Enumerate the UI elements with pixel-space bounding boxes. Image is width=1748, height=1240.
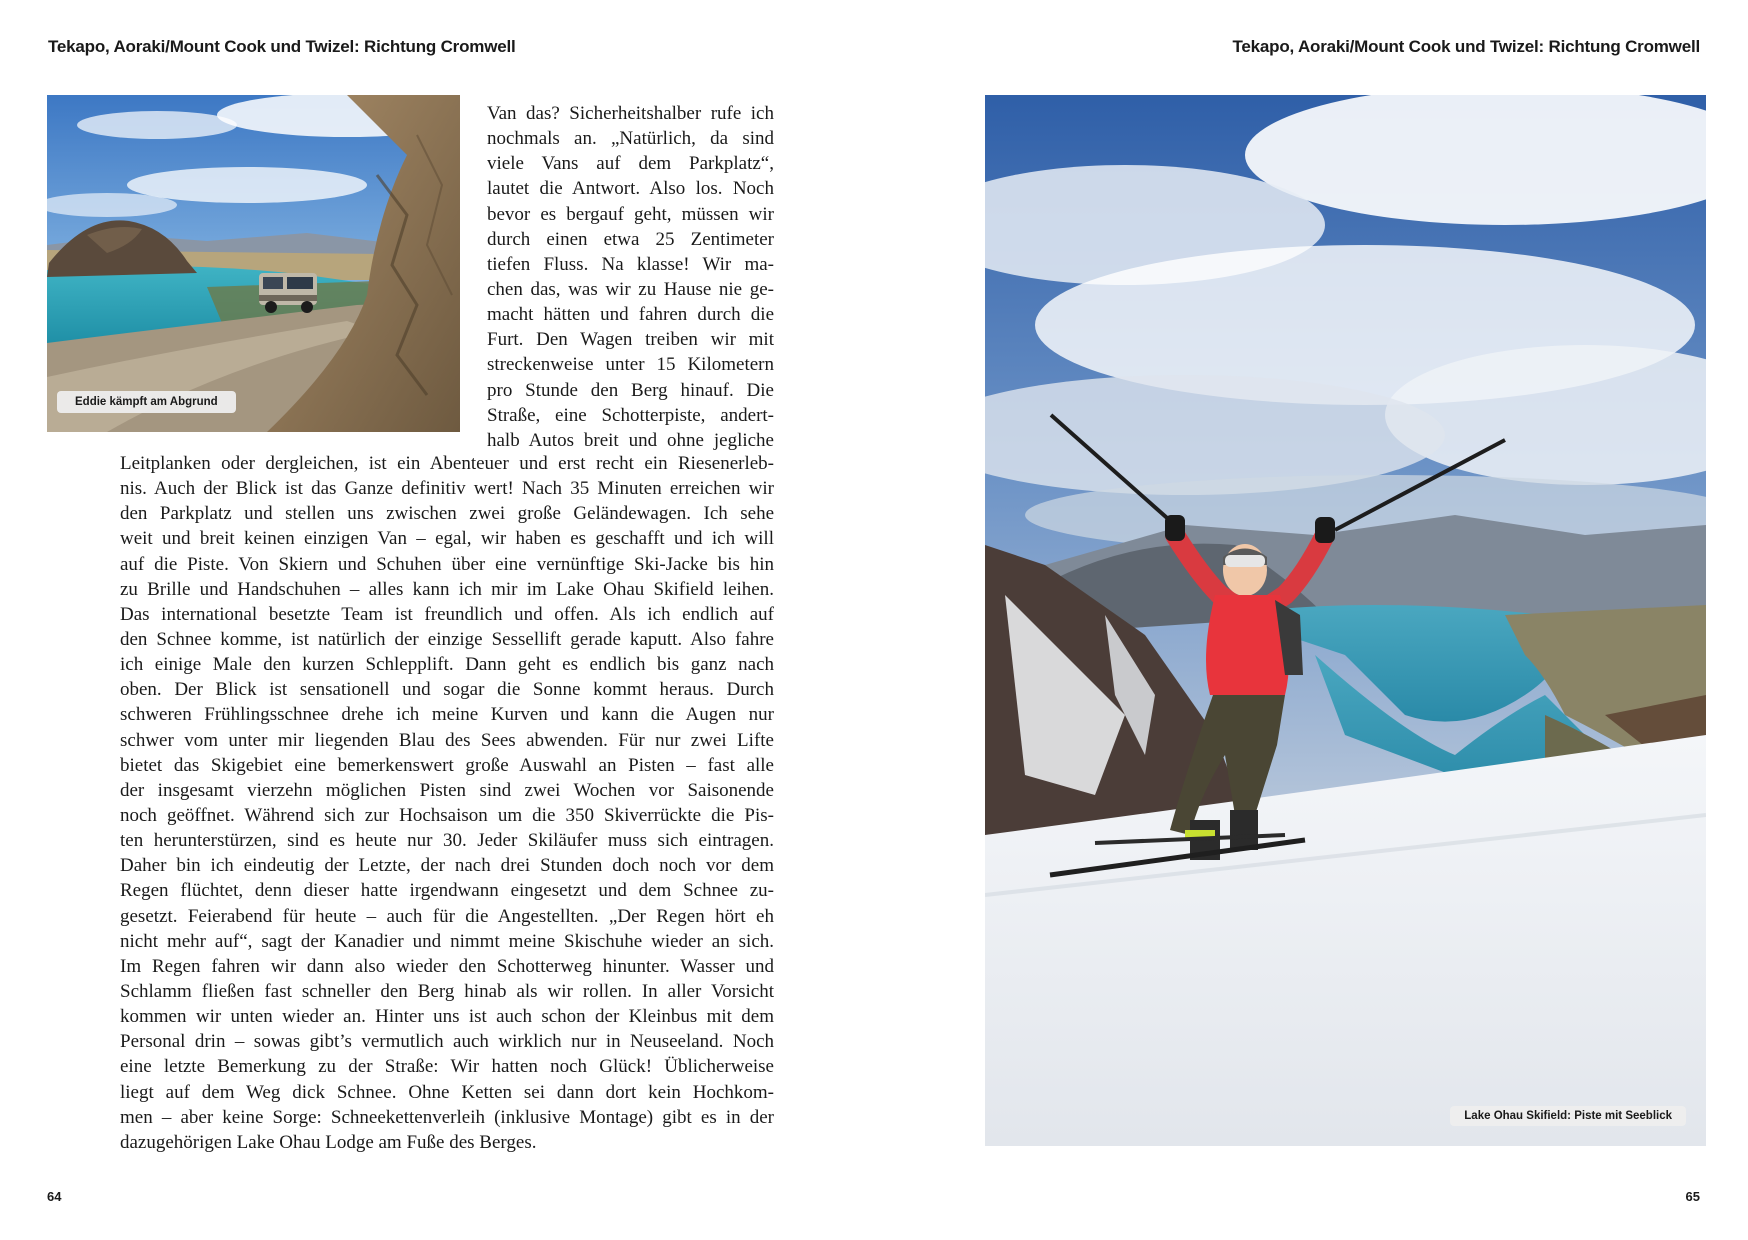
text-line: den Schnee komme, ist natürlich der einzige Sessellift gerade kaputt. Also fahre — [120, 628, 774, 650]
road-photo-caption: Eddie kämpft am Abgrund — [57, 391, 236, 413]
text-line: nis. Auch der Blick ist das Ganze definitiv wert! Nach 35 Minuten erreichen wir — [120, 478, 774, 500]
text-line: oben. Der Blick ist sensationell und sogar die Sonne kommt heraus. Durch — [120, 679, 774, 701]
body-text-narrow-column — [487, 101, 774, 453]
text-line: durch einen etwa 25 Zentimeter — [487, 228, 774, 250]
text-line: bevor es bergauf geht, müssen wir — [487, 203, 774, 225]
text-line: Daher bin ich eindeutig der Letzte, der nach drei Stunden doch noch vor dem — [120, 855, 774, 877]
text-line: schweren Frühlingsschnee drehe ich meine Kurven und kann die Augen nur — [120, 704, 774, 726]
text-line: liegt auf dem Weg dick Schnee. Ohne Ketten sei dann dort kein Hochkom- — [120, 1081, 774, 1103]
text-line: Regen flüchtet, denn dieser hatte irgendwann eingesetzt und dem Schnee zu- — [120, 880, 774, 902]
text-line: Schlamm fließen fast schneller den Berg hinab als wir rollen. In aller Vorsicht — [120, 980, 774, 1002]
text-line: Van das? Sicherheitshalber rufe ich — [487, 103, 774, 124]
text-line: gesetzt. Feierabend für heute – auch für die Angestellten. „Der Regen hört eh — [120, 905, 774, 927]
text-line: pro Stunde den Berg hinauf. Die — [487, 379, 774, 401]
body-text-full-column — [120, 451, 774, 1155]
text-line: dazugehörigen Lake Ohau Lodge am Fuße des Berges. — [120, 1131, 537, 1153]
text-line: Straße, eine Schotterpiste, andert- — [487, 404, 774, 426]
text-line: tiefen Fluss. Na klasse! Wir ma- — [487, 253, 774, 275]
text-line: ten herunterstürzen, sind es heute nur 30. Jeder Skiläufer muss sich eintragen. — [120, 830, 774, 852]
text-line: viele Vans auf dem Parkplatz“, — [487, 153, 774, 175]
text-line: nochmals an. „Natürlich, da sind — [487, 128, 774, 150]
running-head-left: Tekapo, Aoraki/Mount Cook und Twizel: Richtung Cromwell — [48, 37, 516, 56]
text-line: Das international besetzte Team ist freundlich und offen. Als ich endlich auf — [120, 603, 774, 625]
text-line: weit und breit keinen einzigen Van – egal, wir haben es geschafft und ich will — [120, 528, 774, 550]
text-line: noch geöffnet. Während sich zur Hochsaison um die 350 Skiverrückte die Pis- — [120, 804, 774, 826]
road-photo-illustration — [47, 95, 460, 432]
text-line: streckenweise unter 15 Kilometern — [487, 354, 774, 376]
text-line: Personal drin – sowas gibt’s vermutlich auch wirklich nur in Neuseeland. Noch — [120, 1031, 774, 1053]
text-line: lautet die Antwort. Also los. Noch — [487, 178, 774, 200]
page-number-right: 65 — [1685, 1189, 1700, 1204]
page-number-left: 64 — [47, 1189, 62, 1204]
right-page — [874, 0, 1748, 1240]
text-line: chen das, was wir zu Hause nie ge- — [487, 278, 774, 300]
text-line: Im Regen fahren wir dann also wieder den Schotterweg hinunter. Wasser und — [120, 955, 774, 977]
text-line: Leitplanken oder dergleichen, ist ein Abenteuer und erst recht ein Riesenerleb- — [120, 453, 774, 474]
photo-skier-lake-view — [985, 95, 1706, 1146]
text-line: halb Autos breit und ohne jegliche — [487, 429, 774, 451]
ski-photo-illustration — [985, 95, 1706, 1146]
photo-van-on-cliff-road — [47, 95, 460, 432]
text-line: macht hätten und fahren durch die — [487, 304, 774, 326]
text-line: nicht mehr auf“, sagt der Kanadier und nimmt meine Skischuhe wieder an sich. — [120, 930, 774, 952]
text-line: bietet das Skigebiet eine bemerkenswert große Auswahl an Pisten – fast alle — [120, 754, 774, 776]
text-line: eine letzte Bemerkung zu der Straße: Wir hatten noch Glück! Üblicherweise — [120, 1056, 774, 1078]
text-line: schwer vom unter mir liegenden Blau des Sees abwenden. Für nur zwei Lifte — [120, 729, 774, 751]
text-line: kommen wir unten wieder an. Hinter uns ist auch schon der Kleinbus mit dem — [120, 1006, 774, 1028]
text-line: Furt. Den Wagen treiben wir mit — [487, 329, 774, 351]
text-line: den Parkplatz und stellen uns zwischen zwei große Geländewagen. Ich sehe — [120, 503, 774, 525]
text-line: der insgesamt vierzehn möglichen Pisten sind zwei Wochen vor Saisonende — [120, 779, 774, 801]
running-head-right: Tekapo, Aoraki/Mount Cook und Twizel: Richtung Cromwell — [1232, 37, 1700, 56]
text-line: zu Brille und Handschuhen – alles kann ich mir im Lake Ohau Skifield leihen. — [120, 578, 774, 600]
text-line: men – aber keine Sorge: Schneekettenverleih (inklusive Montage) gibt es in der — [120, 1106, 774, 1128]
ski-photo-caption: Lake Ohau Skifield: Piste mit Seeblick — [1450, 1106, 1686, 1126]
text-line: ich einige Male den kurzen Schlepplift. Dann geht es endlich bis ganz nach — [120, 654, 774, 676]
text-line: auf die Piste. Von Skiern und Schuhen über eine vernünftige Ski-Jacke bis hin — [120, 553, 774, 575]
